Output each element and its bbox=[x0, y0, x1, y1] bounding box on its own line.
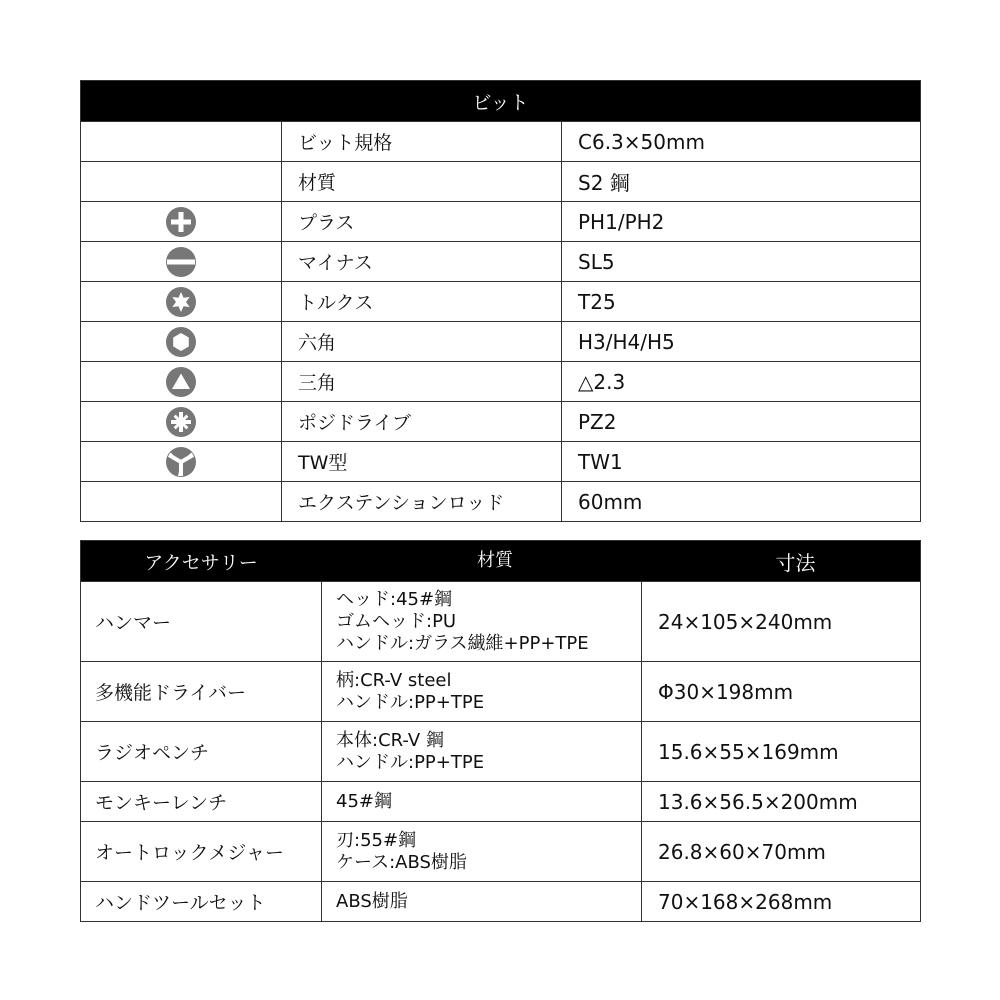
material-line: ヘッド:45#鋼 bbox=[336, 588, 453, 610]
icon-cell bbox=[81, 162, 281, 201]
spec-value: S2 鋼 bbox=[561, 162, 920, 201]
phillips-icon bbox=[165, 206, 197, 238]
accessory-name: オートロックメジャー bbox=[95, 842, 285, 864]
accessory-name: ハンマー bbox=[95, 612, 172, 634]
accessory-size: 24×105×240mm bbox=[641, 582, 920, 661]
table-row bbox=[81, 241, 920, 281]
spec-label: プラス bbox=[281, 202, 561, 241]
hex-icon bbox=[165, 326, 197, 358]
table-row bbox=[81, 721, 920, 781]
column-header-dimensions: 寸法 bbox=[775, 550, 816, 575]
spec-label: 材質 bbox=[281, 162, 561, 201]
column-header-accessory: アクセサリー bbox=[144, 551, 258, 574]
triangle-icon bbox=[165, 366, 197, 398]
accessory-material bbox=[321, 662, 641, 721]
spec-label: 三角 bbox=[281, 362, 561, 401]
table-row bbox=[81, 821, 920, 881]
accessory-material bbox=[321, 822, 641, 881]
spec-value: C6.3×50mm bbox=[561, 122, 920, 161]
spec-value: T25 bbox=[561, 282, 920, 321]
icon-cell bbox=[81, 362, 281, 401]
accessory-size: 15.6×55×169mm bbox=[641, 722, 920, 781]
material-line: 刃:55#鋼 bbox=[336, 829, 417, 851]
icon-cell bbox=[81, 282, 281, 321]
table-row bbox=[81, 881, 920, 921]
icon-cell bbox=[81, 482, 281, 521]
table-row bbox=[81, 281, 920, 321]
spec-label: ポジドライブ bbox=[281, 402, 561, 441]
spec-label: TW型 bbox=[281, 442, 561, 481]
material-line: 本体:CR-V 鋼 bbox=[336, 729, 444, 751]
material-line: ケース:ABS樹脂 bbox=[336, 851, 467, 873]
spec-value: PZ2 bbox=[561, 402, 920, 441]
material-line: ハンドル:PP+TPE bbox=[336, 691, 485, 713]
spec-value: △2.3 bbox=[561, 362, 920, 401]
icon-cell bbox=[81, 442, 281, 481]
pozidriv-icon bbox=[165, 406, 197, 438]
accessory-name: ラジオペンチ bbox=[95, 742, 210, 764]
torx-icon bbox=[165, 286, 197, 318]
accessory-name: 多機能ドライバー bbox=[95, 682, 247, 704]
bits-table-title: ビット bbox=[472, 91, 529, 114]
table-row bbox=[81, 121, 920, 161]
accessories-table-header bbox=[81, 541, 920, 581]
table-row bbox=[81, 581, 920, 661]
table-row bbox=[81, 401, 920, 441]
accessory-material bbox=[321, 582, 641, 661]
spec-value: TW1 bbox=[561, 442, 920, 481]
accessory-name: ハンドツールセット bbox=[95, 892, 266, 914]
spec-value: H3/H4/H5 bbox=[561, 322, 920, 361]
spec-value: PH1/PH2 bbox=[561, 202, 920, 241]
bits-table-header bbox=[81, 81, 920, 121]
accessory-size: 13.6×56.5×200mm bbox=[641, 782, 920, 821]
spec-label: ビット規格 bbox=[281, 122, 561, 161]
table-row bbox=[81, 361, 920, 401]
icon-cell bbox=[81, 122, 281, 161]
material-line: ABS樹脂 bbox=[336, 890, 408, 912]
icon-cell bbox=[81, 202, 281, 241]
spec-value: 60mm bbox=[561, 482, 920, 521]
accessory-material bbox=[321, 782, 641, 821]
material-line: ハンドル:ガラス繊維+PP+TPE bbox=[336, 632, 589, 654]
material-line: 柄:CR-V steel bbox=[336, 669, 452, 691]
icon-cell bbox=[81, 322, 281, 361]
bits-spec-table bbox=[80, 80, 921, 522]
column-header-material: 材質 bbox=[477, 550, 513, 571]
tri-wing-icon bbox=[165, 446, 197, 478]
accessory-name: モンキーレンチ bbox=[95, 792, 228, 814]
accessories-table bbox=[80, 540, 921, 922]
spec-label: マイナス bbox=[281, 242, 561, 281]
spec-label: トルクス bbox=[281, 282, 561, 321]
material-line: ハンドル:PP+TPE bbox=[336, 751, 485, 773]
accessory-size: 70×168×268mm bbox=[641, 882, 920, 921]
accessory-size: Φ30×198mm bbox=[641, 662, 920, 721]
slotted-icon bbox=[165, 246, 197, 278]
table-row bbox=[81, 441, 920, 481]
table-row bbox=[81, 781, 920, 821]
table-row bbox=[81, 321, 920, 361]
table-row bbox=[81, 161, 920, 201]
spec-label: 六角 bbox=[281, 322, 561, 361]
material-line: 45#鋼 bbox=[336, 790, 392, 812]
table-row bbox=[81, 481, 920, 521]
accessory-material bbox=[321, 882, 641, 921]
icon-cell bbox=[81, 242, 281, 281]
spec-label: エクステンションロッド bbox=[281, 482, 561, 521]
spec-value: SL5 bbox=[561, 242, 920, 281]
table-row bbox=[81, 661, 920, 721]
accessory-size: 26.8×60×70mm bbox=[641, 822, 920, 881]
material-line: ゴムヘッド:PU bbox=[336, 610, 457, 632]
icon-cell bbox=[81, 402, 281, 441]
table-row bbox=[81, 201, 920, 241]
accessory-material bbox=[321, 722, 641, 781]
